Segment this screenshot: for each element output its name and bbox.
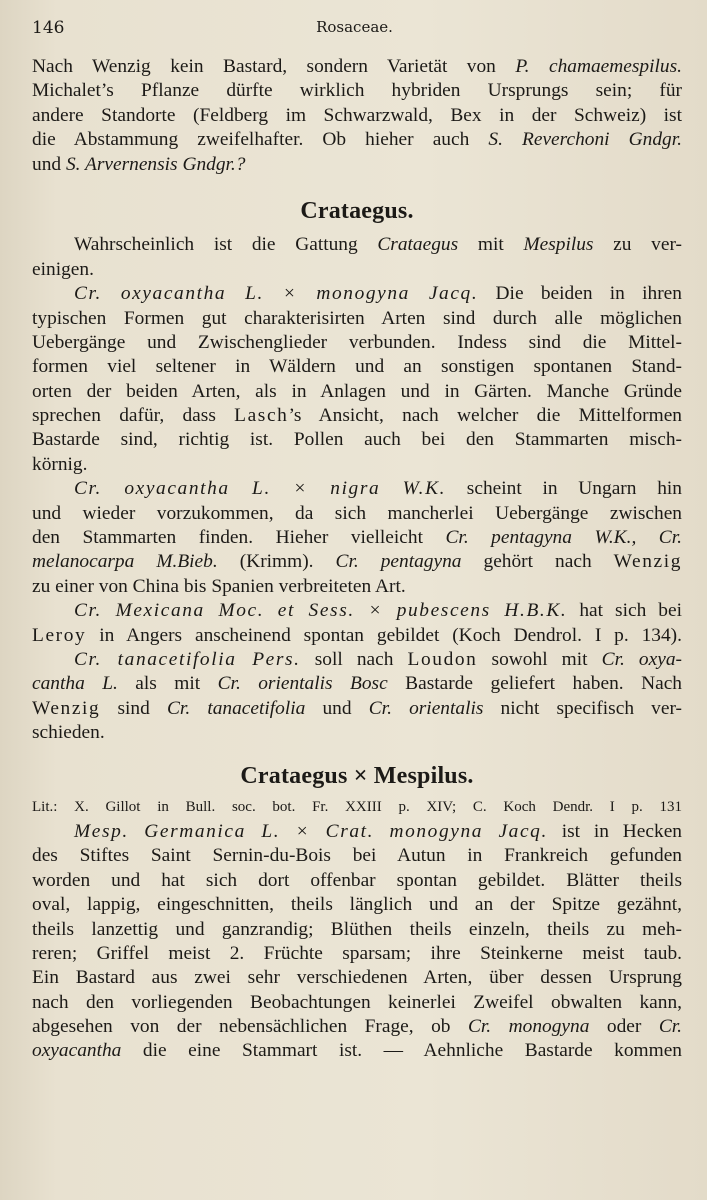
text-line: und S. Arvernensis Gndgr.? [32, 153, 246, 175]
text-line: des Stiftes Saint Sernin-du-Bois bei Autun in Frankreich gefunden [32, 845, 682, 867]
text-line: oxyacantha die eine Stammart ist. — Aehnliche Bastarde kommen [32, 1040, 682, 1062]
text-line: Uebergänge und Zwischenglieder verbunden. Indess sind die Mittel- [32, 331, 682, 353]
page-body [32, 55, 682, 1064]
text-line: Ein Bastard aus zwei sehr verschiedenen Arten, über dessen Ursprung [32, 967, 682, 989]
text-line: Mesp. Germanica L. × Crat. monogyna Jacq. ist in Hecken [74, 820, 682, 842]
text-line: melanocarpa M.Bieb. (Krimm). Cr. pentagyna gehört nach Wenzig [32, 551, 682, 573]
page-header [32, 14, 677, 44]
text-line: formen viel seltener in Wäldern und an sonstigen spontanen Stand- [32, 356, 682, 378]
text-line: orten der beiden Arten, als in Anlagen und in Gärten. Manche Gründe [32, 380, 682, 402]
text-line: Wahrscheinlich ist die Gattung Crataegus mit Mespilus zu ver- [74, 234, 682, 256]
text-line: einigen. [32, 258, 94, 280]
text-line: Michalet’s Pflanze dürfte wirklich hybriden Ursprungs sein; für [32, 80, 682, 102]
text-line: sprechen dafür, dass Lasch’s Ansicht, nach welcher die Mittelformen [32, 405, 682, 427]
text-line: typischen Formen gut charakterisirten Arten sind durch alle möglichen [32, 307, 682, 329]
page-number: 146 [32, 18, 65, 38]
text-line: oval, lappig, eingeschnitten, theils länglich und an der Spitze gezähnt, [32, 894, 682, 916]
section-heading-crataegus: Crataegus. [300, 197, 414, 224]
text-line: Leroy in Angers anscheinend spontan gebildet (Koch Dendrol. I p. 134). [32, 624, 682, 646]
text-line: den Stammarten finden. Hieher vielleicht Cr. pentagyna W.K., Cr. [32, 527, 682, 549]
text-line: abgesehen von der nebensächlichen Frage, ob Cr. monogyna oder Cr. [32, 1016, 682, 1038]
literature-line: Lit.: X. Gillot in Bull. soc. bot. Fr. XXIII p. XIV; C. Koch Dendr. I p. 131 [32, 798, 682, 815]
text-line: theils lanzettig und ganzrandig; Blüthen theils einzeln, theils zu meh- [32, 918, 682, 940]
text-line: Cr. oxyacantha L. × monogyna Jacq. Die beiden in ihren [74, 283, 682, 305]
text-line: Nach Wenzig kein Bastard, sondern Varietät von P. chamaemespilus. [32, 56, 682, 77]
text-line: die Abstammung zweifelhafter. Ob hieher auch S. Reverchoni Gndgr. [32, 129, 682, 151]
running-title: Rosaceae. [316, 18, 393, 36]
text-line: nach den vorliegenden Beobachtungen keinerlei Zweifel obwalten kann, [32, 991, 682, 1013]
text-line: Cr. tanacetifolia Pers. soll nach Loudon sowohl mit Cr. oxya- [74, 649, 682, 670]
section-heading-crataegus-mespilus: Crataegus × Mespilus. [240, 762, 474, 789]
text-line: worden und hat sich dort offenbar spontan gebildet. Blätter theils [32, 869, 682, 891]
text-line: und wieder vorzukommen, da sich mancherlei Uebergänge zwischen [32, 502, 682, 524]
text-line: zu einer von China bis Spanien verbreiteten Art. [32, 575, 406, 597]
text-line: Cr. oxyacantha L. × nigra W.K. scheint in Ungarn hin [74, 478, 682, 500]
text-line: Cr. Mexicana Moc. et Sess. × pubescens H.B.K. hat sich bei [74, 600, 682, 622]
text-line: Bastarde sind, richtig ist. Pollen auch bei den Stammarten misch- [32, 429, 682, 451]
text-line: körnig. [32, 453, 88, 475]
text-line: Wenzig sind Cr. tanacetifolia und Cr. orientalis nicht specifisch ver- [32, 697, 682, 719]
text-line: schieden. [32, 722, 105, 744]
text-line: reren; Griffel meist 2. Früchte sparsam; ihre Steinkerne meist taub. [32, 942, 682, 964]
text-line: andere Standorte (Feldberg im Schwarzwald, Bex in der Schweiz) ist [32, 104, 682, 126]
text-line: cantha L. als mit Cr. orientalis Bosc Bastarde geliefert haben. Nach [32, 673, 682, 695]
